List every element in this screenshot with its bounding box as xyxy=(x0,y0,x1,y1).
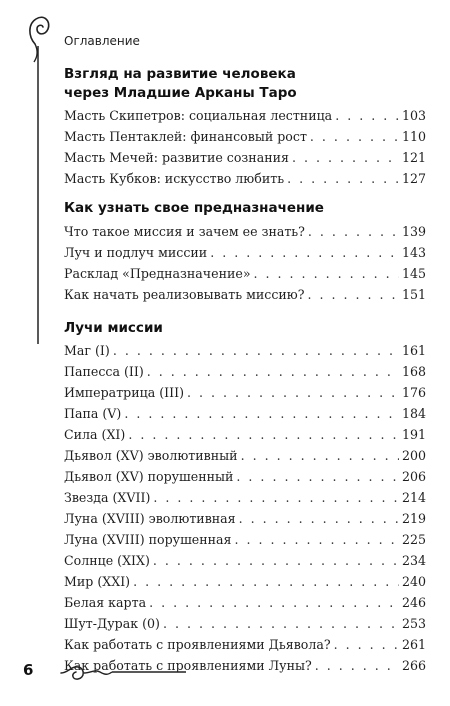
dot-leader xyxy=(128,424,399,445)
dot-leader xyxy=(187,382,399,403)
section-title: Как узнать свое предназначение xyxy=(64,200,324,216)
dot-leader xyxy=(153,550,399,571)
dot-leader xyxy=(153,487,399,508)
dot-leader xyxy=(310,126,399,147)
toc-entry[interactable]: Расклад «Предназначение» . . . 145 xyxy=(64,263,426,284)
swirl-ornament-icon xyxy=(58,660,188,686)
toc-entry[interactable]: Папесса (II) . . . 168 xyxy=(64,361,426,382)
toc-section xyxy=(64,65,426,189)
dot-leader xyxy=(308,221,399,242)
dot-leader xyxy=(292,147,399,168)
toc-section xyxy=(64,319,426,677)
dot-leader xyxy=(335,105,399,126)
dot-leader xyxy=(163,613,399,634)
page-number: 6 xyxy=(23,661,34,679)
toc-entry[interactable]: Масть Кубков: искусство любить . . . 127 xyxy=(64,168,426,189)
toc-entry[interactable]: Шут-Дурак (0) . . . 253 xyxy=(64,613,426,634)
toc-entry[interactable]: Дьявол (XV) эволютивный . . . 200 xyxy=(64,445,426,466)
toc-entry[interactable]: Луч и подлуч миссии . . . 143 xyxy=(64,242,426,263)
dot-leader xyxy=(239,508,399,529)
dot-leader xyxy=(308,284,399,305)
dot-leader xyxy=(254,263,399,284)
toc-entry[interactable]: Масть Пентаклей: финансовый рост . . . 110 xyxy=(64,126,426,147)
dot-leader xyxy=(241,445,399,466)
table-of-contents xyxy=(64,65,426,676)
dot-leader xyxy=(133,571,399,592)
toc-entry[interactable]: Масть Мечей: развитие сознания . . . 121 xyxy=(64,147,426,168)
toc-entry[interactable]: Императрица (III) . . . 176 xyxy=(64,382,426,403)
toc-entry[interactable]: Как начать реализовывать миссию? . . . 151 xyxy=(64,284,426,305)
dot-leader xyxy=(149,592,399,613)
dot-leader xyxy=(113,340,399,361)
toc-entry[interactable]: Как работать с проявлениями Луны? . . . 266 xyxy=(64,655,426,676)
dot-leader xyxy=(287,168,399,189)
toc-entry[interactable]: Что такое миссия и зачем ее знать? . . . 139 xyxy=(64,221,426,242)
toc-entry[interactable]: Маг (I) . . . 161 xyxy=(64,340,426,361)
toc-entry[interactable]: Сила (XI) . . . 191 xyxy=(64,424,426,445)
toc-entry[interactable]: Звезда (XVII) . . . 214 xyxy=(64,487,426,508)
toc-entry[interactable]: Солнце (XIX) . . . 234 xyxy=(64,550,426,571)
dot-leader xyxy=(147,361,399,382)
toc-entry[interactable]: Масть Скипетров: социальная лестница . . . 103 xyxy=(64,105,426,126)
dot-leader xyxy=(210,242,399,263)
dot-leader xyxy=(315,655,399,676)
toc-section xyxy=(64,199,426,305)
toc-entry[interactable]: Как работать с проявлениями Дьявола? . . . 261 xyxy=(64,634,426,655)
section-title: Взгляд на развитие человека через Младшие Арканы Таро xyxy=(64,66,297,101)
dot-leader xyxy=(236,466,399,487)
dot-leader xyxy=(334,634,399,655)
toc-entry[interactable]: Луна (XVIII) порушенная . . . 225 xyxy=(64,529,426,550)
swirl-ornament-icon xyxy=(24,6,52,346)
dot-leader xyxy=(235,529,399,550)
toc-entry[interactable]: Луна (XVIII) эволютивная . . . 219 xyxy=(64,508,426,529)
dot-leader xyxy=(124,403,399,424)
toc-entry[interactable]: Мир (XXI) . . . 240 xyxy=(64,571,426,592)
toc-entry[interactable]: Дьявол (XV) порушенный . . . 206 xyxy=(64,466,426,487)
toc-entry[interactable]: Папа (V) . . . 184 xyxy=(64,403,426,424)
section-title: Лучи миссии xyxy=(64,319,163,336)
running-header: Оглавление xyxy=(64,34,140,48)
toc-entry[interactable]: Белая карта . . . 246 xyxy=(64,592,426,613)
